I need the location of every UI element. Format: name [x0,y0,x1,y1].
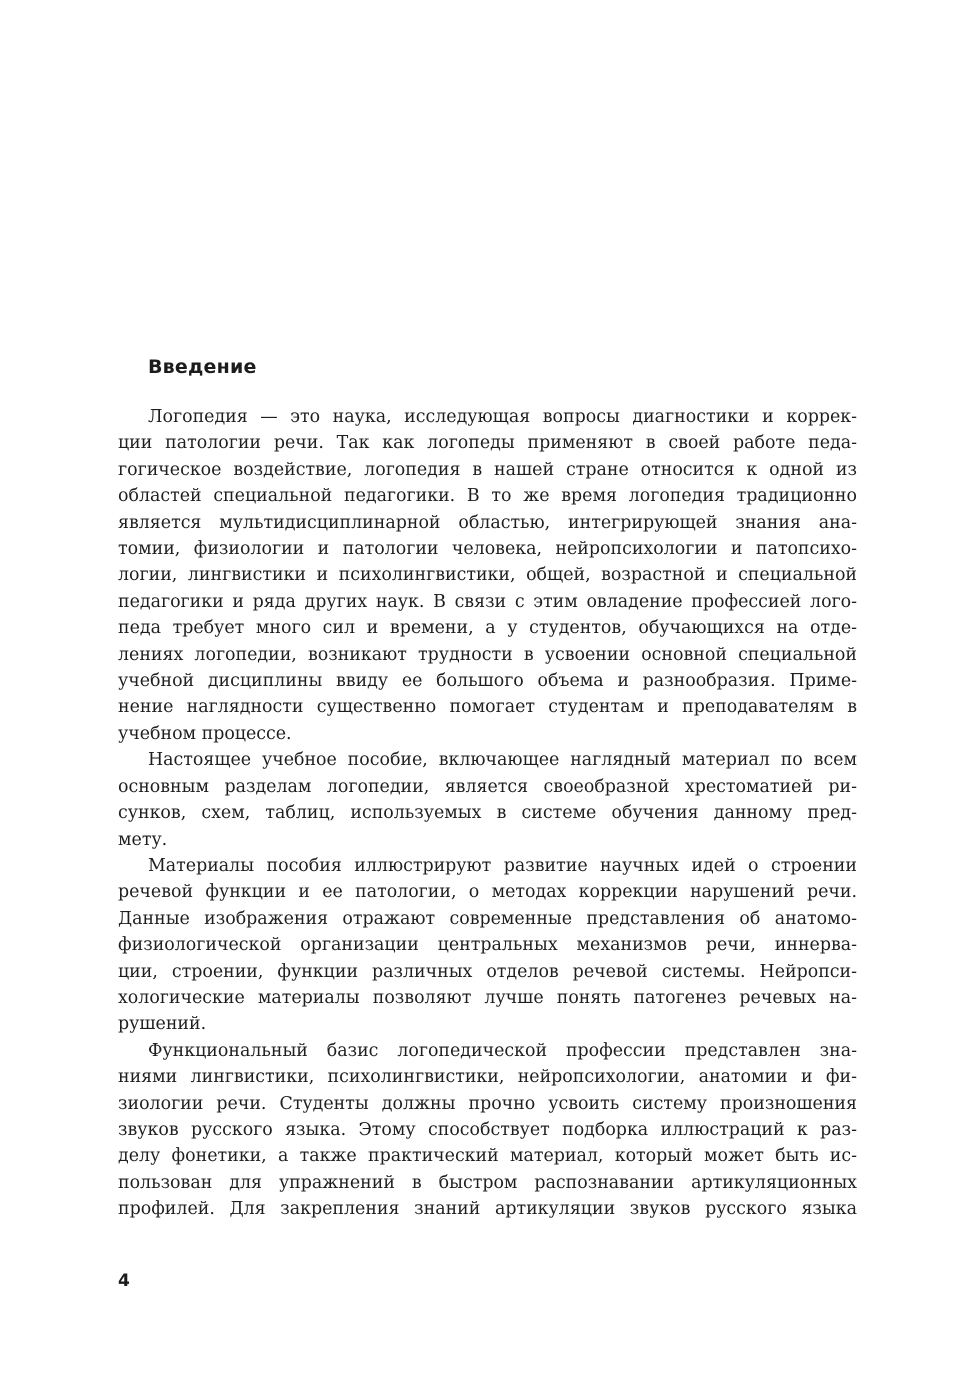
text-line: звуков русского языка. Этому способствует подборка иллюстраций к раз- [118,1119,857,1140]
text-line: областей специальной педагогики. В то же время логопедия традиционно [118,486,857,507]
text-line: рушений. [118,1014,207,1035]
text-line: зиологии речи. Студенты должны прочно усвоить систему произношения [118,1093,857,1114]
text-line: Данные изображения отражают современные представления об анатомо- [118,908,857,929]
text-line: логии, лингвистики и психолингвистики, общей, возрастной и специальной [118,565,857,586]
text-line: ции, строении, функции различных отделов речевой системы. Нейропси- [118,961,857,982]
body-text [118,404,857,1223]
text-line: нение наглядности существенно помогает студентам и преподавателям в [118,697,857,718]
text-line: мету. [118,829,168,850]
text-line: речевой функции и ее патологии, о методах коррекции нарушений речи. [118,882,857,903]
text-line: томии, физиологии и патологии человека, нейропсихологии и патопсихо- [118,539,857,560]
section-heading: Введение [148,356,257,378]
text-line: лениях логопедии, возникают трудности в усвоении основной специальной [118,644,857,665]
text-line: сунков, схем, таблиц, используемых в системе обучения данному пред- [118,803,857,824]
paragraph [118,404,857,747]
text-line: профилей. Для закрепления знаний артикуляции звуков русского языка [118,1199,857,1220]
text-line: педагогики и ряда других наук. В связи с этим овладение профессией лого- [118,591,857,612]
page-number: 4 [118,1271,130,1291]
text-line: физиологической организации центральных механизмов речи, иннерва- [118,935,857,956]
text-line: педа требует много сил и времени, а у студентов, обучающихся на отде- [118,618,857,639]
text-line: Настоящее учебное пособие, включающее наглядный материал по всем [148,750,857,771]
text-line: гогическое воздействие, логопедия в нашей стране относится к одной из [118,459,857,480]
text-line: ции патологии речи. Так как логопеды применяют в своей работе педа- [118,433,857,454]
text-line: ниями лингвистики, психолингвистики, нейропсихологии, анатомии и фи- [118,1067,857,1088]
text-line: является мультидисциплинарной областью, интегрирующей знания ана- [118,512,857,533]
paragraph [118,853,857,1038]
text-line: учебном процессе. [118,723,292,744]
text-line: основным разделам логопедии, является своеобразной хрестоматией ри- [118,776,857,797]
text-line: делу фонетики, а также практический материал, который может быть ис- [118,1146,857,1167]
text-line: пользован для упражнений в быстром распознавании артикуляционных [118,1172,857,1193]
text-line: Логопедия — это наука, исследующая вопросы диагностики и коррек- [148,407,857,427]
paragraph [118,747,857,853]
text-line: Материалы пособия иллюстрируют развитие научных идей о строении [148,855,857,876]
paragraph [118,1038,857,1223]
text-line: Функциональный базис логопедической профессии представлен зна- [148,1040,857,1061]
text-line: учебной дисциплины ввиду ее большого объема и разнообразия. Приме- [118,671,857,692]
text-line: хологические материалы позволяют лучше понять патогенез речевых на- [118,987,857,1008]
